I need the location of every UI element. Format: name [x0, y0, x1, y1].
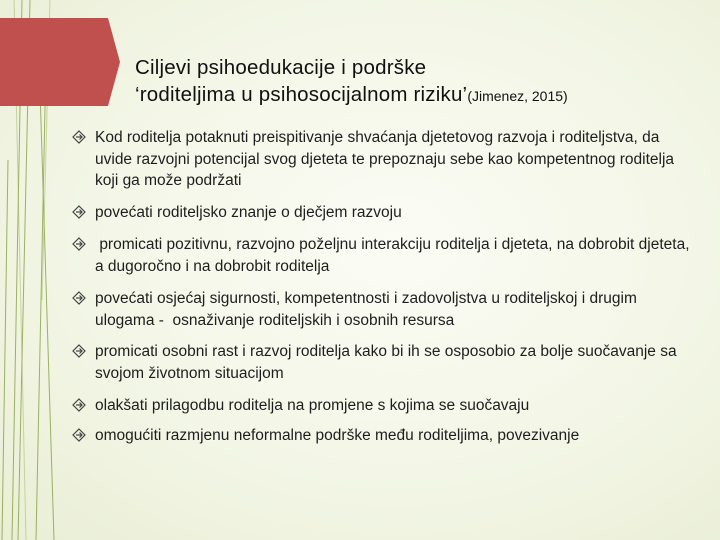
- bullet-text: olakšati prilagodbu roditelja na promjene s kojima se suočavaju: [95, 397, 530, 414]
- diamond-arrow-bullet-icon: [72, 130, 86, 144]
- title-citation: (Jimenez, 2015): [467, 88, 568, 104]
- bullet-text: promicati osobni rast i razvoj roditelja kako bi ih se osposobio za bolje suočavanje sa svojom životnom situacijom: [95, 343, 677, 382]
- diamond-arrow-bullet-icon: [72, 205, 86, 219]
- title-line-2-text: ‘roditeljima u psihosocijalnom riziku’: [135, 83, 468, 106]
- diamond-arrow-bullet-icon: [72, 398, 86, 412]
- diamond-arrow-bullet-icon: [72, 344, 86, 358]
- bullet-text: povećati osjećaj sigurnosti, kompetentnosti i zadovoljstva u roditeljskoj i drugim ulogama - osnaživanje roditeljskih i osobnih resursa: [95, 290, 642, 329]
- bullet-text: promicati pozitivnu, razvojno poželjnu interakciju roditelja i djeteta, na dobrobit djeteta, a dugoročno i na dobrobit roditelja: [95, 236, 694, 275]
- bullet-text: omogućiti razmjenu neformalne podrške među roditeljima, povezivanje: [95, 427, 580, 444]
- diamond-arrow-bullet-icon: [72, 237, 86, 251]
- diamond-arrow-bullet-icon: [72, 428, 86, 442]
- title-line-1: Ciljevi psihoedukacije i podrške: [135, 56, 427, 79]
- bullet-text: povećati roditeljsko znanje o dječjem razvoju: [95, 204, 402, 221]
- bullet-text: Kod roditelja potaknuti preispitivanje shvaćanja djetetovog razvoja i roditeljstva, da uvide razvojni potencijal svog djeteta te prepoznaju sebe kao kompetentnog roditelja koji ga može podržati: [95, 129, 675, 189]
- diamond-arrow-bullet-icon: [72, 291, 86, 305]
